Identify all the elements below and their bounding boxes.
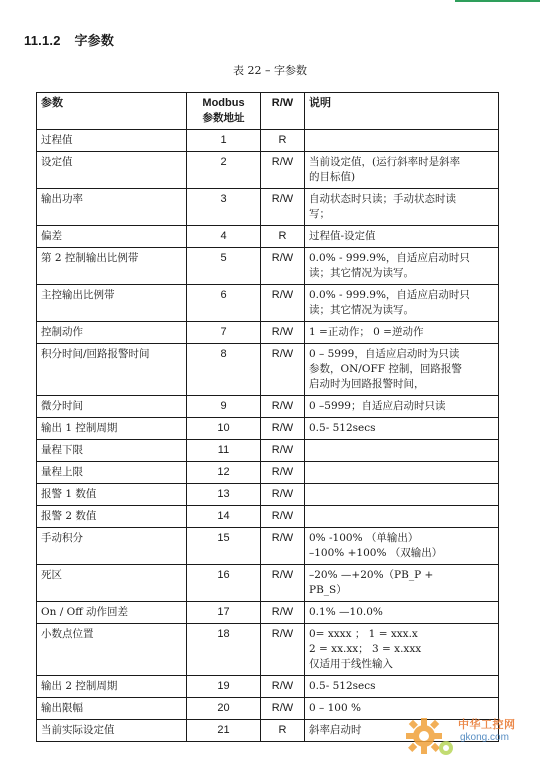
param-name-cell: 量程上限 xyxy=(37,462,187,484)
rw-cell: R/W xyxy=(261,565,305,602)
table-row xyxy=(37,396,499,418)
description-cell xyxy=(305,484,499,506)
rw-cell: R/W xyxy=(261,396,305,418)
description-line: 写； xyxy=(309,208,330,220)
description-cell xyxy=(305,226,499,248)
rw-cell: R/W xyxy=(261,698,305,720)
rw-cell: R/W xyxy=(261,344,305,396)
rw-cell: R xyxy=(261,720,305,742)
rw-cell: R/W xyxy=(261,528,305,565)
modbus-address-cell: 20 xyxy=(187,698,261,720)
description-cell xyxy=(305,528,499,565)
param-name-cell: 第 2 控制输出比例带 xyxy=(37,248,187,285)
table-row xyxy=(37,528,499,565)
description-line: 斜率启动时 xyxy=(309,724,362,736)
table-row xyxy=(37,602,499,624)
param-name-cell: 微分时间 xyxy=(37,396,187,418)
header-desc: 说明 xyxy=(305,93,499,130)
rw-cell: R/W xyxy=(261,462,305,484)
description-cell xyxy=(305,440,499,462)
modbus-address-cell: 13 xyxy=(187,484,261,506)
modbus-address-cell: 15 xyxy=(187,528,261,565)
table-row xyxy=(37,285,499,322)
description-cell xyxy=(305,152,499,189)
gear-icon xyxy=(402,712,458,764)
param-name-cell: 主控输出比例带 xyxy=(37,285,187,322)
modbus-address-cell: 11 xyxy=(187,440,261,462)
table-row xyxy=(37,130,499,152)
header-param: 参数 xyxy=(37,93,187,130)
description-line: 过程值-设定值 xyxy=(309,230,376,242)
table-row xyxy=(37,248,499,285)
modbus-address-cell: 9 xyxy=(187,396,261,418)
param-name-cell: On / Off 动作回差 xyxy=(37,602,187,624)
header-rw: R/W xyxy=(261,93,305,130)
param-name-cell: 设定值 xyxy=(37,152,187,189)
description-cell xyxy=(305,189,499,226)
table-row xyxy=(37,344,499,396)
description-line: 自动状态时只读；手动状态时读 xyxy=(309,193,456,205)
description-line: 0 –5999；自适应启动时只读 xyxy=(309,400,446,412)
modbus-address-cell: 14 xyxy=(187,506,261,528)
description-line: 0.0% - 999.9%，自适应启动时只 xyxy=(309,289,470,301)
header-modbus xyxy=(187,93,261,130)
table-row xyxy=(37,189,499,226)
table-row xyxy=(37,462,499,484)
description-line: PB_S） xyxy=(309,584,347,596)
rw-cell: R/W xyxy=(261,152,305,189)
table-body xyxy=(37,130,499,742)
header-modbus-line2: 参数地址 xyxy=(202,112,245,124)
description-line: 0.5- 512secs xyxy=(309,680,376,692)
param-name-cell: 小数点位置 xyxy=(37,624,187,676)
table-row xyxy=(37,506,499,528)
description-line: 0% -100% （单输出） xyxy=(309,532,419,544)
watermark-logo xyxy=(402,712,534,764)
param-name-cell: 偏差 xyxy=(37,226,187,248)
rw-cell: R/W xyxy=(261,418,305,440)
rw-cell: R/W xyxy=(261,506,305,528)
description-line: 1 =正动作； 0 =逆动作 xyxy=(309,326,424,338)
modbus-address-cell: 8 xyxy=(187,344,261,396)
modbus-address-cell: 18 xyxy=(187,624,261,676)
description-cell xyxy=(305,130,499,152)
section-heading xyxy=(24,30,114,49)
section-number: 11.1.2 xyxy=(24,33,61,48)
word-parameter-table xyxy=(36,92,499,742)
rw-cell: R/W xyxy=(261,440,305,462)
rw-cell: R xyxy=(261,130,305,152)
description-line: 当前设定值，(运行斜率时是斜率 xyxy=(309,156,461,168)
description-line: 0.0% - 999.9%，自适应启动时只 xyxy=(309,252,470,264)
description-cell xyxy=(305,344,499,396)
param-name-cell: 手动积分 xyxy=(37,528,187,565)
table-row xyxy=(37,226,499,248)
rw-cell: R/W xyxy=(261,484,305,506)
description-cell xyxy=(305,322,499,344)
rw-cell: R/W xyxy=(261,248,305,285)
description-line: 0 – 100 % xyxy=(309,702,361,714)
table-row xyxy=(37,322,499,344)
description-line: 0 – 5999，自适应启动时为只读 xyxy=(309,348,460,360)
param-name-cell: 报警 1 数值 xyxy=(37,484,187,506)
top-accent-line xyxy=(455,0,540,2)
description-line: –100% +100% （双输出） xyxy=(309,547,443,559)
rw-cell: R xyxy=(261,226,305,248)
rw-cell: R/W xyxy=(261,624,305,676)
modbus-address-cell: 4 xyxy=(187,226,261,248)
rw-cell: R/W xyxy=(261,285,305,322)
rw-cell: R/W xyxy=(261,602,305,624)
watermark-cn-text: 中华工控网 xyxy=(458,718,516,731)
table-row xyxy=(37,565,499,602)
modbus-address-cell: 2 xyxy=(187,152,261,189)
table-row xyxy=(37,440,499,462)
description-line: 0.1% —10.0% xyxy=(309,606,383,618)
description-line: –20% —+20%（PB_P + xyxy=(309,569,434,581)
description-cell xyxy=(305,418,499,440)
table-row xyxy=(37,676,499,698)
param-name-cell: 输出限幅 xyxy=(37,698,187,720)
description-cell xyxy=(305,285,499,322)
table-row xyxy=(37,152,499,189)
description-line: 0.5- 512secs xyxy=(309,422,376,434)
description-line: 2 = xx.xx； 3 = x.xxx xyxy=(309,643,422,655)
rw-cell: R/W xyxy=(261,322,305,344)
description-line: 启动时为回路报警时间， xyxy=(309,378,425,390)
modbus-address-cell: 17 xyxy=(187,602,261,624)
description-line: 读；其它情况为读写。 xyxy=(309,267,414,279)
modbus-address-cell: 7 xyxy=(187,322,261,344)
description-cell xyxy=(305,396,499,418)
section-title-text: 字参数 xyxy=(74,33,115,48)
modbus-address-cell: 21 xyxy=(187,720,261,742)
description-line: 的目标值) xyxy=(309,171,356,183)
watermark-url-text: gkong.com xyxy=(460,732,509,743)
param-name-cell: 当前实际设定值 xyxy=(37,720,187,742)
modbus-address-cell: 3 xyxy=(187,189,261,226)
modbus-address-cell: 19 xyxy=(187,676,261,698)
description-line: 仅适用于线性输入 xyxy=(309,658,393,670)
rw-cell: R/W xyxy=(261,189,305,226)
table-row xyxy=(37,624,499,676)
table-caption: 表 22 – 字参数 xyxy=(233,64,307,77)
param-name-cell: 死区 xyxy=(37,565,187,602)
param-name-cell: 报警 2 数值 xyxy=(37,506,187,528)
description-cell xyxy=(305,676,499,698)
param-name-cell: 输出 2 控制周期 xyxy=(37,676,187,698)
modbus-address-cell: 1 xyxy=(187,130,261,152)
modbus-address-cell: 16 xyxy=(187,565,261,602)
description-cell xyxy=(305,602,499,624)
description-cell xyxy=(305,248,499,285)
table-header-row xyxy=(37,93,499,130)
description-line: 0= xxxx ； 1 = xxx.x xyxy=(309,628,418,640)
table-row xyxy=(37,418,499,440)
rw-cell: R/W xyxy=(261,676,305,698)
param-name-cell: 过程值 xyxy=(37,130,187,152)
table-row xyxy=(37,484,499,506)
modbus-address-cell: 12 xyxy=(187,462,261,484)
modbus-address-cell: 5 xyxy=(187,248,261,285)
param-name-cell: 输出 1 控制周期 xyxy=(37,418,187,440)
modbus-address-cell: 6 xyxy=(187,285,261,322)
param-name-cell: 控制动作 xyxy=(37,322,187,344)
modbus-address-cell: 10 xyxy=(187,418,261,440)
description-cell xyxy=(305,565,499,602)
description-cell xyxy=(305,624,499,676)
description-cell xyxy=(305,506,499,528)
param-name-cell: 量程下限 xyxy=(37,440,187,462)
description-line: 读；其它情况为读写。 xyxy=(309,304,414,316)
header-modbus-line1: Modbus xyxy=(202,97,245,109)
param-name-cell: 积分时间/回路报警时间 xyxy=(37,344,187,396)
description-cell xyxy=(305,462,499,484)
param-name-cell: 输出功率 xyxy=(37,189,187,226)
description-line: 参数，ON/OFF 控制，回路报警 xyxy=(309,363,462,375)
